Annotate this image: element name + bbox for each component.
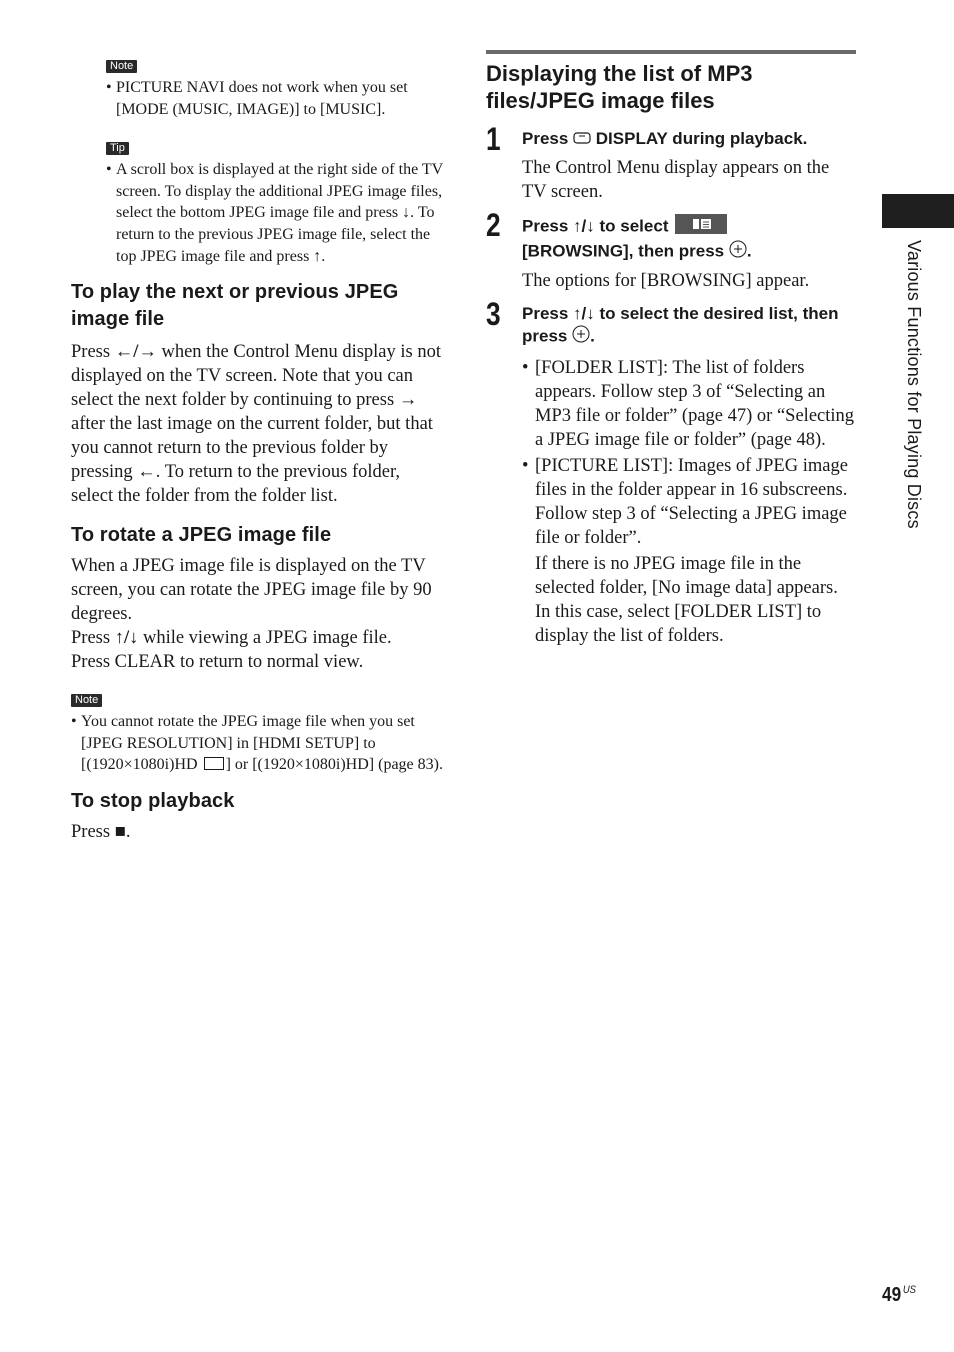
step-body: The Control Menu display appears on the TV screen. (522, 157, 830, 202)
chapter-label: Various Functions for Playing Discs (904, 240, 924, 529)
stop-icon: ■ (114, 821, 126, 842)
arrow-up-down-icon: ↑/↓ (573, 216, 595, 235)
enter-button-icon (729, 240, 747, 264)
tip-text: • A scroll box is displayed at the right side of the TV screen. To display the additional JPEG image files, select the bottom JPEG image file and press ↓. To return to the previous JPEG image file, select the top JPEG image file and press ↑. (106, 159, 443, 267)
list-item-picture-list: • [PICTURE LIST]: Images of JPEG image files in the folder appear in 16 subscreens. Follow step 3 of “Selecting a JPEG image file or folder”. If there is no JPEG image file in the selected folder, [No image data] appears. In this case, select [FOLDER LIST] to display the list of folders. (522, 454, 856, 648)
step-number: 1 (486, 121, 501, 157)
step-2 (486, 206, 856, 293)
main-heading: Displaying the list of MP3 files/JPEG image files (486, 61, 753, 113)
widescreen-frame-icon (204, 757, 224, 770)
section-text-stop: Press ■. (71, 821, 131, 842)
enter-button-icon (572, 325, 590, 349)
tip-tag: Tip (106, 142, 129, 155)
note-text: • PICTURE NAVI does not work when you set [MODE (MUSIC, IMAGE)] to [MUSIC]. (106, 77, 443, 120)
section-heading-next-previous: To play the next or previous JPEG image file (71, 281, 399, 331)
step-1 (486, 121, 856, 204)
arrow-up-down-icon: ↑/↓ (573, 303, 595, 323)
arrow-down-icon: ↓ (402, 204, 411, 222)
note-tag: Note (106, 60, 137, 73)
step-title: Press ↑/↓ to select the desired list, then press . (522, 303, 856, 349)
tip-block (106, 138, 443, 267)
arrow-up-icon: ↑ (313, 247, 322, 265)
note-block-rotate (71, 690, 443, 776)
display-button-icon (573, 129, 591, 151)
note-block (106, 56, 443, 120)
right-column (486, 50, 856, 648)
step-number: 3 (486, 295, 501, 332)
left-column (71, 56, 443, 844)
note-tag: Note (71, 694, 102, 707)
step-title: Press DISPLAY during playback. (522, 128, 856, 151)
section-text-rotate: When a JPEG image file is displayed on the TV screen, you can rotate the JPEG image file by 90 degrees. Press ↑/↓ while viewing a JPEG image file. Press CLEAR to return to normal view. (71, 556, 432, 673)
section-text-next-previous: Press ←/→ when the Control Menu display is not displayed on the TV screen. Note that you can select the next folder by continuing to press → after the last image on the current folder, but that you cannot return to the previous folder by pressing ←. To return to the previous folder, select the folder from the folder list. (71, 342, 441, 507)
arrow-left-right-icon: ←/→ (114, 342, 157, 363)
section-heading-rotate: To rotate a JPEG image file (71, 524, 332, 547)
arrow-up-down-icon: ↑/↓ (114, 628, 139, 649)
list-item-folder-list: • [FOLDER LIST]: The list of folders appears. Follow step 3 of “Selecting an MP3 file or folder” (page 47) or “Selecting a JPEG image file or folder” (page 48). (522, 356, 856, 452)
step-number: 2 (486, 206, 501, 243)
note-text-rotate: • You cannot rotate the JPEG image file when you set [JPEG RESOLUTION] in [HDMI SETUP] to [(1920×1080i)HD ] or [(1920×1080i)HD] (page 83). (71, 711, 443, 776)
page-number: 49 $^{US}$ (882, 1284, 916, 1306)
step-body: The options for [BROWSING] appear. (522, 270, 810, 291)
section-rule (486, 50, 856, 54)
step-3 (486, 295, 856, 648)
step-title: Press ↑/↓ to select [BROWSING], then press . (522, 214, 856, 264)
browsing-folder-icon (675, 214, 727, 240)
chapter-tab (882, 194, 954, 228)
section-heading-stop: To stop playback (71, 789, 235, 812)
arrow-right-icon: → (398, 390, 418, 411)
arrow-left-icon: ← (137, 462, 156, 483)
